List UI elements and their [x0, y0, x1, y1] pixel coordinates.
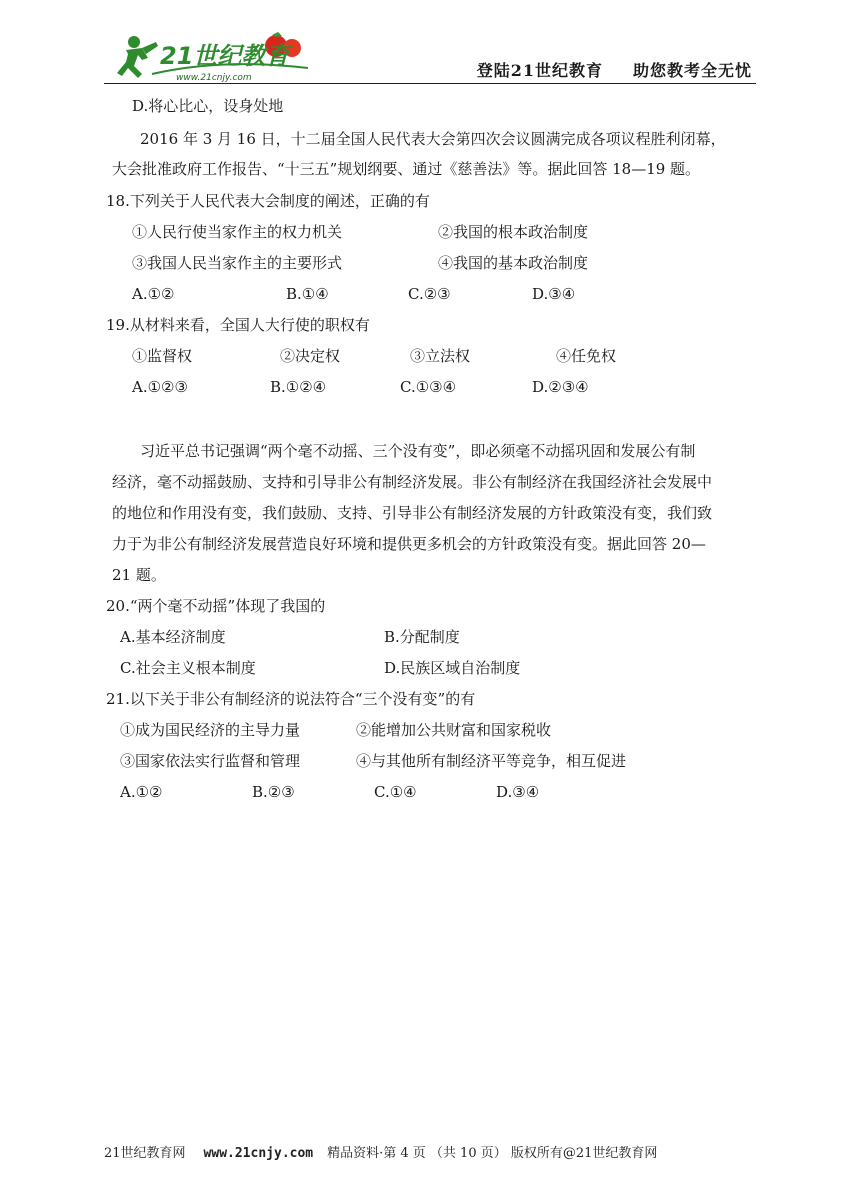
footer-left: 21世纪教育网	[104, 1146, 186, 1161]
q21-statement-4: ④与其他所有制经济平等竞争，相互促进	[356, 752, 627, 770]
page-header	[104, 28, 756, 86]
logo-graphic	[112, 28, 312, 84]
question-21-stem: 21.以下关于非公有制经济的说法符合“三个没有变”的有	[106, 690, 476, 708]
material-1-line-2: 大会批准政府工作报告、“十三五”规划纲要、通过《慈善法》等。据此回答 18—19 题。	[112, 160, 701, 178]
q19-statement-1: ①监督权	[132, 347, 193, 365]
q18-option-b: B.①④	[286, 285, 329, 303]
material-2-line-2: 经济，毫不动摇鼓励、支持和引导非公有制经济发展。非公有制经济在我国经济社会发展中	[112, 473, 713, 491]
slogan-right: 助您教考全无忧	[632, 61, 752, 80]
q18-option-c: C.②③	[408, 285, 451, 303]
q19-option-d: D.②③④	[532, 378, 589, 396]
q21-option-d: D.③④	[496, 783, 540, 801]
q18-statement-3: ③我国人民当家作主的主要形式	[132, 254, 343, 272]
material-2-line-5: 21 题。	[112, 566, 166, 584]
q19-statement-4: ④任免权	[556, 347, 617, 365]
q19-option-a: A.①②③	[132, 378, 188, 396]
q18-statement-4: ④我国的基本政治制度	[438, 254, 589, 272]
q19-option-c: C.①③④	[400, 378, 457, 396]
q21-option-a: A.①②	[120, 783, 163, 801]
material-2-line-4: 力于为非公有制经济发展营造良好环境和提供更多机会的方针政策没有变。据此回答 20—	[112, 535, 706, 553]
q19-statement-2: ②决定权	[280, 347, 341, 365]
question-18-stem: 18.下列关于人民代表大会制度的阐述，正确的有	[106, 192, 430, 210]
q19-statement-3: ③立法权	[410, 347, 471, 365]
q20-option-d: D.民族区域自治制度	[384, 659, 521, 677]
q18-option-d: D.③④	[532, 285, 576, 303]
q21-statement-2: ②能增加公共财富和国家税收	[356, 721, 552, 739]
question-20-stem: 20.“两个毫不动摇”体现了我国的	[106, 597, 326, 615]
q19-option-b: B.①②④	[270, 378, 327, 396]
page-footer	[104, 1142, 657, 1161]
q21-option-c: C.①④	[374, 783, 417, 801]
q21-statement-1: ①成为国民经济的主导力量	[120, 721, 301, 739]
q21-option-b: B.②③	[252, 783, 295, 801]
q18-option-a: A.①②	[132, 285, 175, 303]
header-divider	[104, 83, 756, 84]
material-2-line-3: 的地位和作用没有变，我们鼓励、支持、引导非公有制经济发展的方针政策没有变，我们致	[112, 504, 713, 522]
logo-url: www.21cnjy.com	[176, 73, 252, 83]
q20-option-b: B.分配制度	[384, 628, 460, 646]
question-19-stem: 19.从材料来看，全国人大行使的职权有	[106, 316, 370, 334]
material-2-line-1: 习近平总书记强调“两个毫不动摇、三个没有变”，即必须毫不动摇巩固和发展公有制	[140, 442, 696, 460]
slogan-left: 登陆21世纪教育	[476, 61, 603, 80]
q17-option-d: D.将心比心，设身处地	[132, 97, 284, 115]
q20-option-a: A.基本经济制度	[120, 628, 226, 646]
header-slogan	[477, 58, 752, 81]
footer-site-link[interactable]: www.21cnjy.com	[203, 1146, 314, 1161]
site-logo[interactable]	[112, 28, 312, 84]
footer-right: 精品资料·第 4 页 （共 10 页） 版权所有@21世纪教育网	[327, 1146, 658, 1161]
material-1-line-1: 2016 年 3 月 16 日，十二届全国人民代表大会第四次会议圆满完成各项议程胜利闭幕，	[140, 130, 726, 148]
q18-statement-1: ①人民行使当家作主的权力机关	[132, 223, 343, 241]
q18-statement-2: ②我国的根本政治制度	[438, 223, 589, 241]
logo-text: 21世纪教育	[160, 42, 290, 70]
q21-statement-3: ③国家依法实行监督和管理	[120, 752, 301, 770]
q20-option-c: C.社会主义根本制度	[120, 659, 256, 677]
